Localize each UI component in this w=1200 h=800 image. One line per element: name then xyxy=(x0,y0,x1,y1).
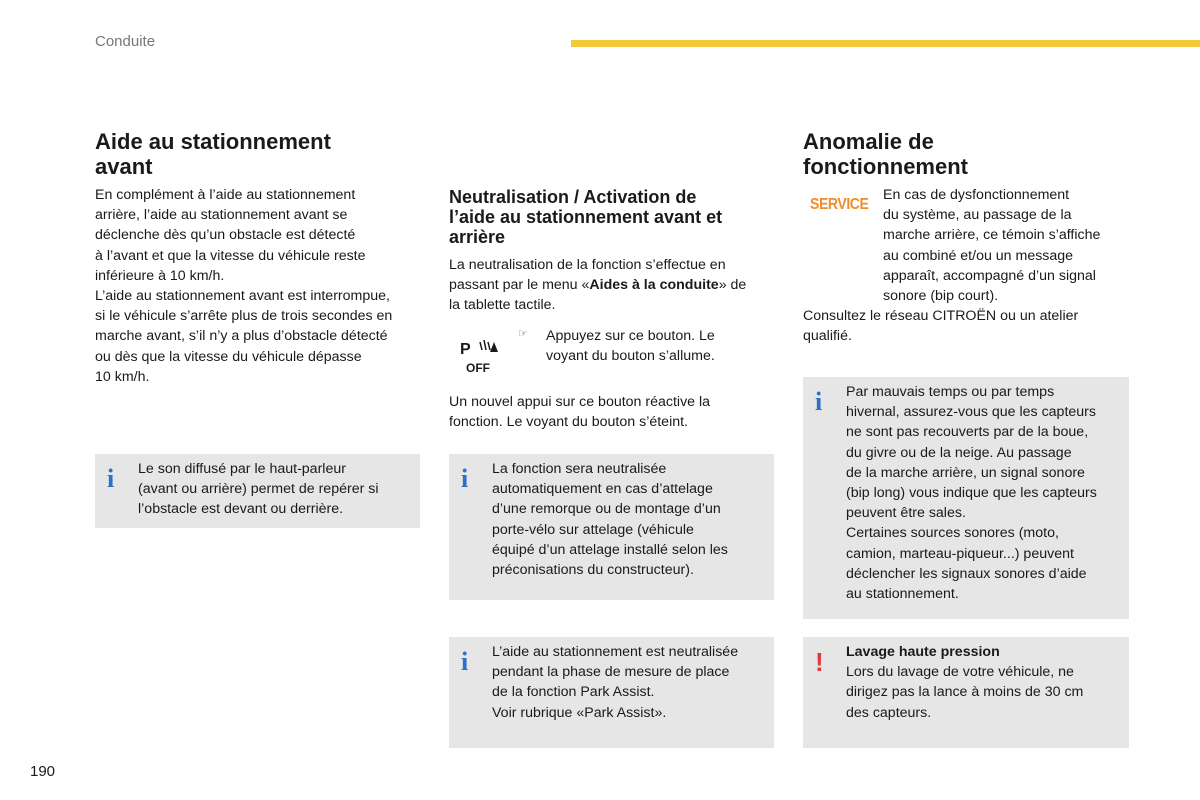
header-accent-bar xyxy=(571,40,1200,47)
service-warning-icon: SERVICE xyxy=(810,196,869,213)
col1-info-box xyxy=(95,454,420,528)
col3-warning-box xyxy=(803,637,1129,748)
warning-icon: ! xyxy=(815,647,824,677)
park-icon-letter: P xyxy=(460,341,471,358)
col3-warning-text: Lavage haute pression Lors du lavage de votre véhicule, ne dirigez pas la lance à moins de 30 cm des capteurs. xyxy=(846,644,1084,721)
col2-info-box-1 xyxy=(449,454,774,600)
col2-after: Un nouvel appui sur ce bouton réactive la fonction. Le voyant du bouton s’éteint. xyxy=(449,394,711,431)
col3-paragraph-indented: En cas de dysfonctionnement du système, au passage de la marche arrière, ce témoin s’affiche au combiné et/ou un message apparaît, accompagné d’un signal sonore (bip court). xyxy=(883,187,1101,305)
page-number: 190 xyxy=(30,763,56,780)
info-icon: i xyxy=(815,387,823,416)
col2-title: Neutralisation / Activation de l’aide au stationnement avant et arrière xyxy=(449,187,723,247)
warning-title: Lavage haute pression xyxy=(846,644,1000,660)
col1-info-text: Le son diffusé par le haut-parleur (avant ou arrière) permet de repérer si l’obstacle est devant ou derrière. xyxy=(138,461,379,518)
col2-info1-text: La fonction sera neutralisée automatiquement en cas d’attelage d’une remorque ou de montage d’un porte-vélo sur attelage (véhicule équipé d’un attelage installé selon les préconisations du constructeur). xyxy=(492,461,728,579)
col2-intro: La neutralisation de la fonction s’effectue en passant par le menu «Aides à la conduite» de la tablette tactile. xyxy=(449,257,747,314)
col3-info-text: Par mauvais temps ou par temps hivernal, assurez-vous que les capteurs ne sont pas recouverts par de la boue, du givre ou de la neige. Au passage de la marche arrière, un signal sonore (bip long) vous indique que les capteurs peuvent être sales. Certaines sources sonores (moto, camion, marteau-piqueur...) peuvent déclencher les signaux sonores d’aide au stationnement. xyxy=(846,384,1097,603)
section-label: Conduite xyxy=(95,33,156,50)
info-icon: i xyxy=(461,464,469,493)
park-assist-off-button-icon xyxy=(458,338,500,376)
col3-paragraph: Consultez le réseau CITROËN ou un atelier qualifié. xyxy=(803,308,1079,345)
info-icon: i xyxy=(461,647,469,676)
col2-step: Appuyez sur ce bouton. Le voyant du bouton s’allume. xyxy=(546,328,715,365)
col3-info-box xyxy=(803,377,1129,619)
hand-pointer-icon: ☞ xyxy=(518,328,528,340)
info-icon: i xyxy=(107,464,115,493)
col1-title: Aide au stationnement avant xyxy=(95,129,331,179)
park-icon-off: OFF xyxy=(466,361,490,375)
col2-info2-text: L’aide au stationnement est neutralisée pendant la phase de mesure de place de la fonction Park Assist. Voir rubrique «Park Assist». xyxy=(492,644,739,721)
col3-title: Anomalie de fonctionnement xyxy=(803,129,968,179)
col2-info-box-2 xyxy=(449,637,774,748)
col1-paragraph: En complément à l’aide au stationnement arrière, l’aide au stationnement avant se déclenche dès qu’un obstacle est détecté à l’avant et que la vitesse du véhicule reste inférieure à 10 km/h. L’aide au stationnement avant est interrompue, si le véhicule s’arrête plus de trois secondes en marche avant, s’il n’y a plus d’obstacle détecté ou dès que la vitesse du véhicule dépasse 10 km/h. xyxy=(95,187,393,385)
